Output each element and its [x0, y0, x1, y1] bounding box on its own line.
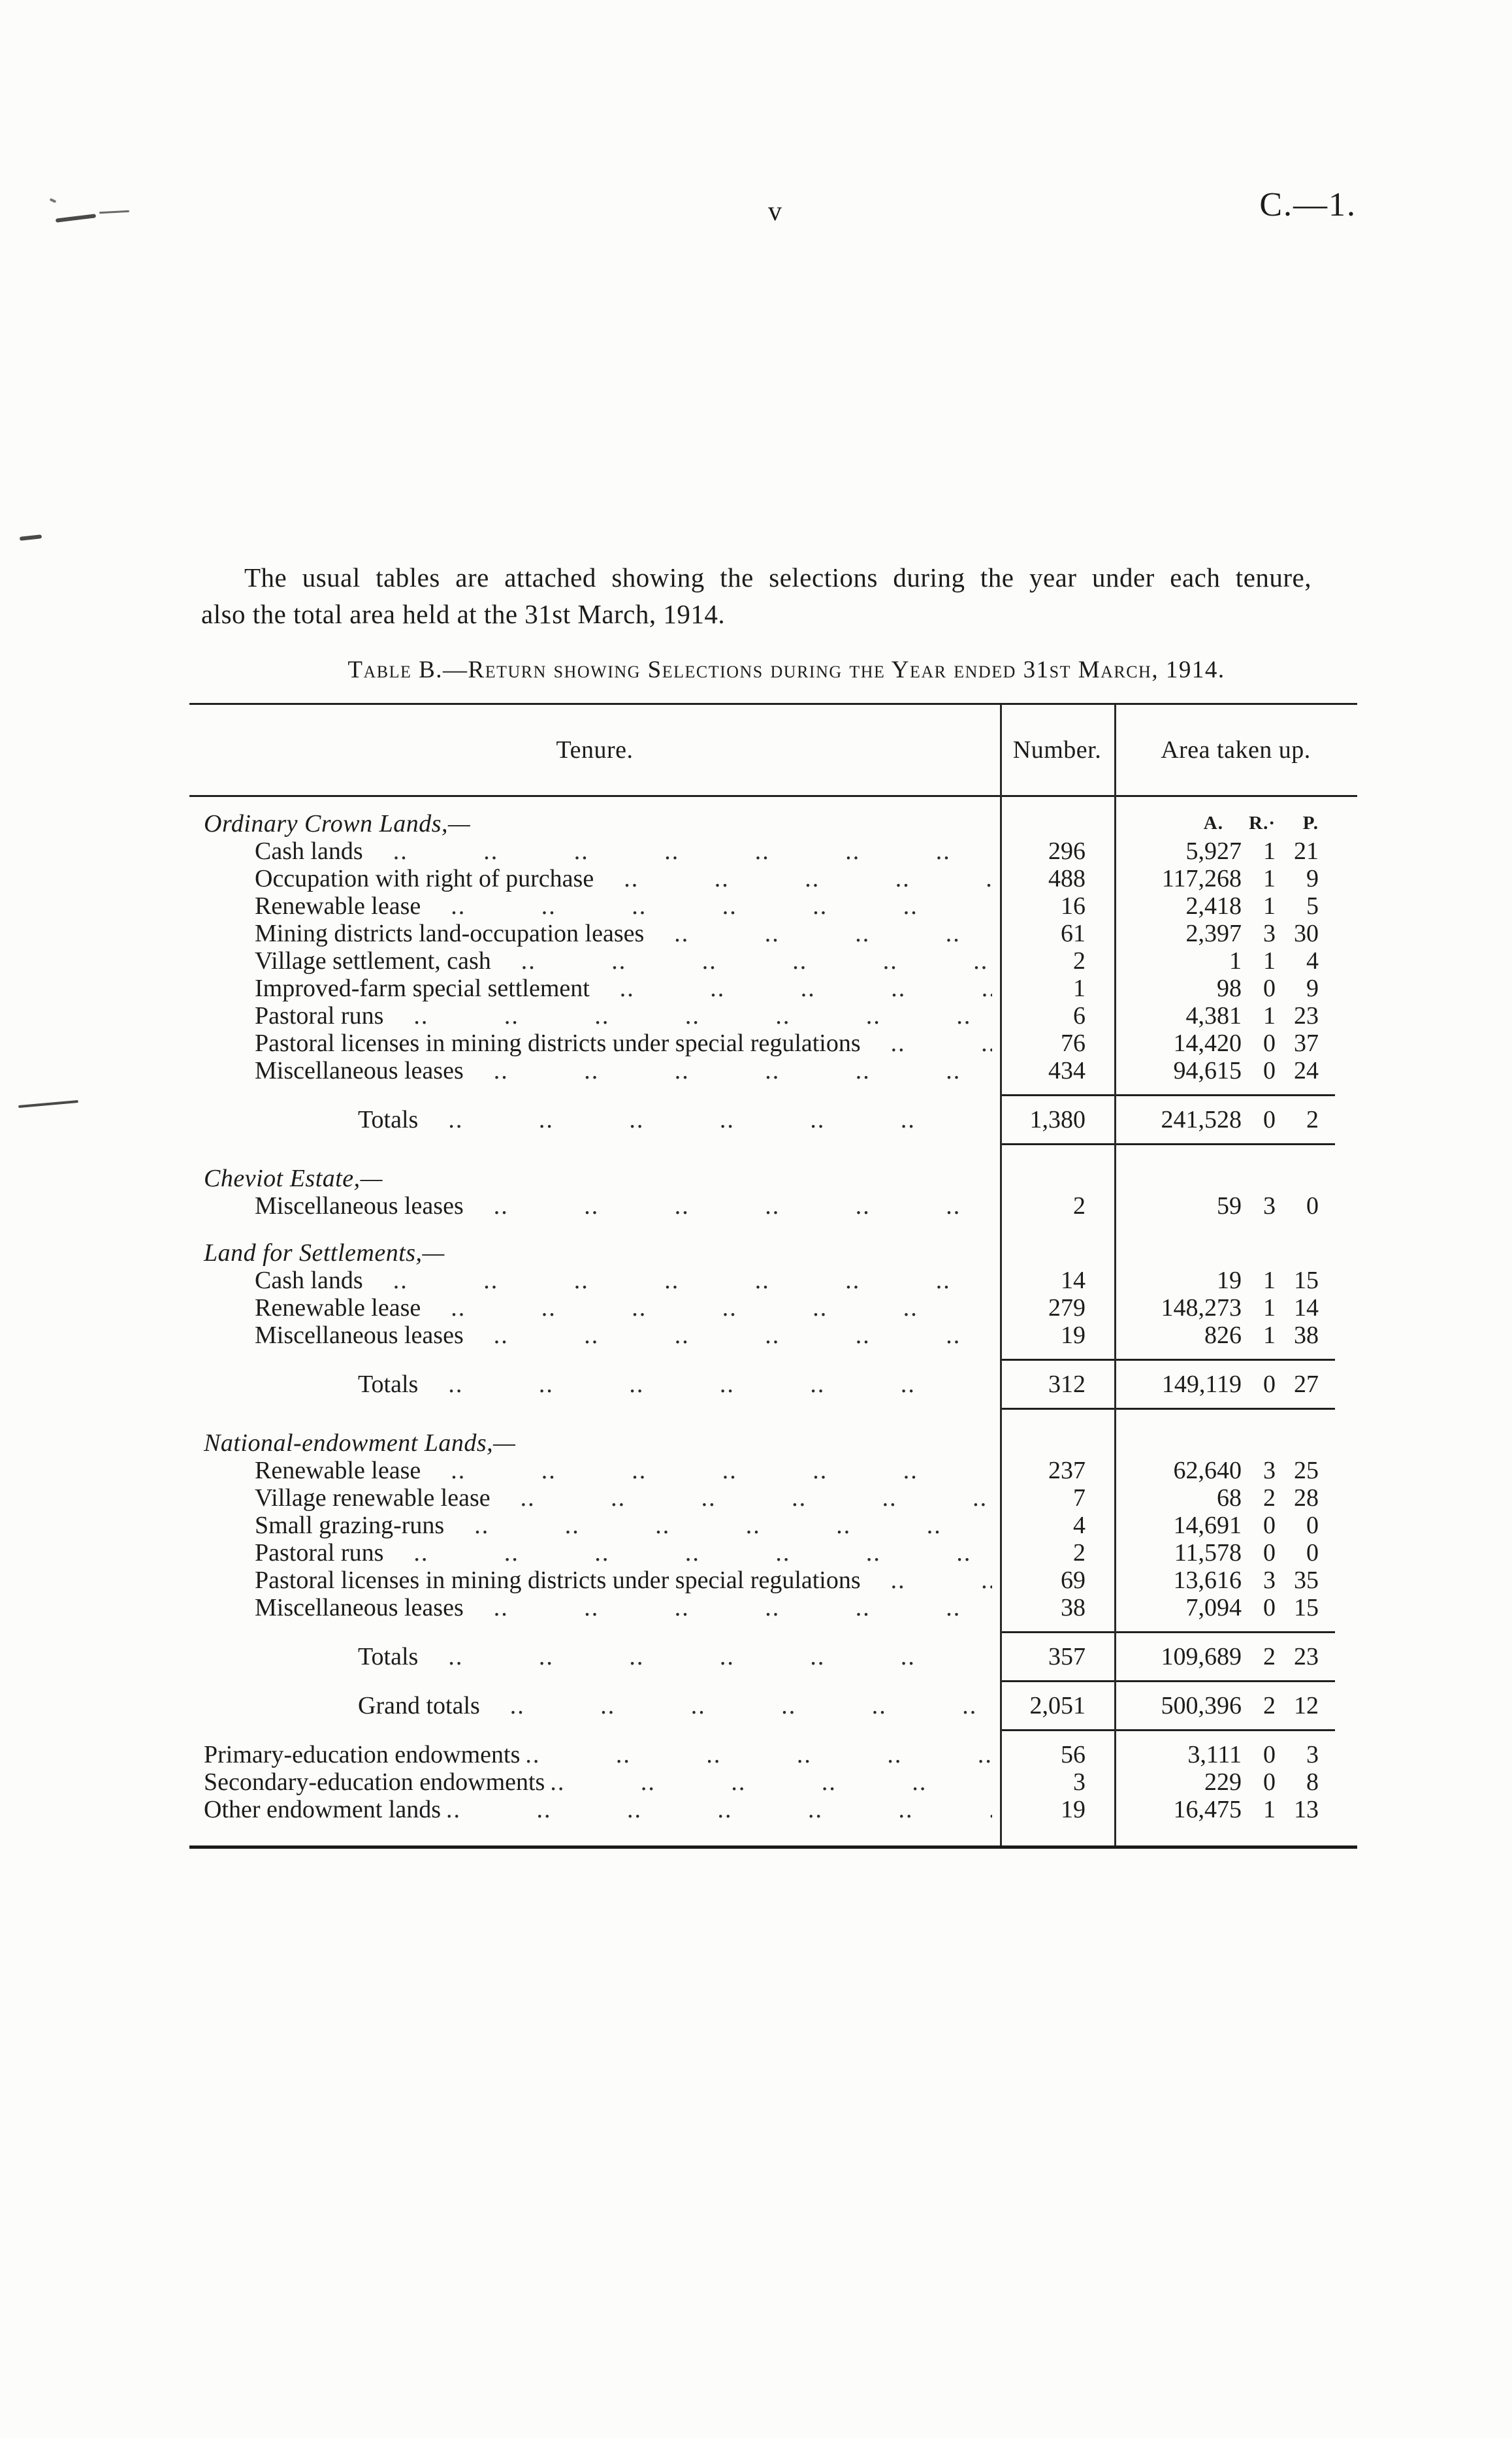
table-rule — [189, 1408, 1357, 1410]
scan-mark — [18, 1100, 78, 1108]
tenure-label: Pastoral runs — [255, 1002, 384, 1030]
dot-leader — [520, 1741, 992, 1768]
scan-smudge — [56, 214, 96, 223]
tenure-label: Village renewable lease — [255, 1484, 491, 1512]
dot-leader — [421, 1457, 992, 1484]
area-perches: 37 — [1294, 1030, 1319, 1057]
area-roods: 1 — [1263, 1294, 1276, 1322]
area-cell — [1114, 810, 1357, 837]
table-caption: Table B.—Return showing Selections during the Year ended 31st March, 1914. — [347, 657, 1225, 683]
area-cell — [1114, 1322, 1357, 1349]
area-perches: P. — [1302, 813, 1319, 834]
area-cell — [1114, 920, 1357, 947]
area-cell — [1114, 1165, 1357, 1192]
area-perches: 4 — [1306, 947, 1319, 975]
area-acres: 98 — [1217, 975, 1242, 1002]
dot-leader — [861, 1567, 992, 1594]
table-row — [189, 837, 1357, 865]
area-perches: 25 — [1294, 1457, 1319, 1484]
tenure-cell — [189, 1567, 1000, 1594]
area-acres: 109,689 — [1161, 1643, 1242, 1670]
table-rows — [189, 797, 1357, 1845]
area-acres: 117,268 — [1161, 865, 1242, 892]
selections-table — [189, 703, 1357, 1849]
tenure-cell — [189, 1692, 1000, 1719]
area-roods: 3 — [1263, 1192, 1276, 1220]
area-acres: 68 — [1217, 1484, 1242, 1512]
area-cell — [1114, 1594, 1357, 1621]
table-rule — [189, 1143, 1357, 1145]
area-acres: 1 — [1229, 947, 1242, 975]
number-value: 6 — [1073, 1002, 1086, 1030]
area-roods: 1 — [1263, 892, 1276, 920]
number-value: 488 — [1048, 865, 1086, 892]
tenure-label: Other endowment lands — [204, 1796, 442, 1823]
dot-leader — [861, 1030, 992, 1057]
tenure-cell — [189, 1192, 1000, 1220]
number-value: 7 — [1073, 1484, 1086, 1512]
number-value — [1000, 1239, 1114, 1267]
table-row — [189, 1002, 1357, 1030]
tenure-cell — [189, 865, 1000, 892]
area-acres: 4,381 — [1185, 1002, 1242, 1030]
tenure-label: Cash lands — [255, 837, 363, 865]
area-cell — [1114, 1539, 1357, 1567]
table-row — [189, 1165, 1357, 1192]
tenure-cell — [189, 1539, 1000, 1567]
tenure-cell — [189, 1484, 1000, 1512]
tenure-label: National-endowment Lands,— — [204, 1429, 516, 1457]
intro-line-2: also the total area held at the 31st March, 1914. — [201, 599, 726, 629]
area-cell — [1114, 1239, 1357, 1267]
area-perches: 35 — [1294, 1567, 1319, 1594]
table-row — [189, 1429, 1357, 1457]
tenure-label: Renewable lease — [255, 1294, 421, 1322]
area-acres: 14,420 — [1173, 1030, 1242, 1057]
area-perches: 5 — [1306, 892, 1319, 920]
table-row — [189, 1643, 1357, 1670]
tenure-cell — [189, 1294, 1000, 1322]
table-row — [189, 1267, 1357, 1294]
area-perches: 30 — [1294, 920, 1319, 947]
number-value: 38 — [1061, 1594, 1086, 1621]
area-roods: 0 — [1263, 1768, 1276, 1796]
number-value: 2 — [1073, 1539, 1086, 1567]
area-cell — [1114, 1002, 1357, 1030]
number-value: 296 — [1048, 837, 1086, 865]
tenure-label: Pastoral licenses in mining districts under special regulations — [255, 1567, 861, 1594]
number-value: 4 — [1073, 1512, 1086, 1539]
intro-line-1: The usual tables are attached showing the selections during the year under each tenure, — [244, 562, 1311, 593]
number-value: 312 — [1048, 1371, 1086, 1398]
area-acres: 500,396 — [1161, 1692, 1242, 1719]
table-rule — [189, 1631, 1357, 1633]
dot-leader — [464, 1192, 992, 1220]
number-value: 56 — [1061, 1741, 1086, 1768]
table-row — [189, 947, 1357, 975]
number-value: 14 — [1061, 1267, 1086, 1294]
tenure-cell — [189, 1030, 1000, 1057]
number-value — [1000, 810, 1114, 837]
table-rule — [189, 1094, 1357, 1096]
number-value: 76 — [1061, 1030, 1086, 1057]
dot-leader — [441, 1796, 992, 1823]
area-acres: 7,094 — [1185, 1594, 1242, 1621]
tenure-label: Pastoral licenses in mining districts under special regulations — [255, 1030, 861, 1057]
area-roods: 1 — [1263, 837, 1276, 865]
area-perches: 27 — [1294, 1371, 1319, 1398]
area-cell — [1114, 1106, 1357, 1133]
table-row — [189, 1692, 1357, 1719]
area-acres: 2,418 — [1185, 892, 1242, 920]
area-roods: 1 — [1263, 1267, 1276, 1294]
table-row — [189, 810, 1357, 837]
area-acres: 3,111 — [1187, 1741, 1242, 1768]
page-number: v — [768, 197, 782, 227]
area-perches: 8 — [1306, 1768, 1319, 1796]
scan-smudge — [99, 210, 129, 214]
table-row — [189, 1371, 1357, 1398]
table-row — [189, 1796, 1357, 1823]
area-acres: 148,273 — [1161, 1294, 1242, 1322]
tenure-label: Land for Settlements,— — [204, 1239, 445, 1267]
tenure-cell — [189, 1643, 1000, 1670]
area-acres: 11,578 — [1174, 1539, 1242, 1567]
tenure-cell — [189, 975, 1000, 1002]
area-acres: 149,119 — [1161, 1371, 1242, 1398]
area-cell — [1114, 1267, 1357, 1294]
area-roods: 0 — [1263, 1030, 1276, 1057]
tenure-label: Pastoral runs — [255, 1539, 384, 1567]
area-acres: 2,397 — [1185, 920, 1242, 947]
area-perches: 2 — [1306, 1106, 1319, 1133]
intro-paragraph — [201, 559, 1311, 632]
table-rule — [189, 1359, 1357, 1361]
number-value — [1000, 1165, 1114, 1192]
table-row — [189, 892, 1357, 920]
area-roods: R.· — [1249, 813, 1276, 834]
dot-leader — [418, 1371, 992, 1398]
tenure-label: Miscellaneous leases — [255, 1057, 464, 1084]
area-perches: 28 — [1294, 1484, 1319, 1512]
area-roods: 0 — [1263, 1371, 1276, 1398]
area-perches: 0 — [1306, 1512, 1319, 1539]
area-perches: 21 — [1294, 837, 1319, 865]
number-value: 69 — [1061, 1567, 1086, 1594]
area-roods: 1 — [1263, 1002, 1276, 1030]
tenure-label: Totals — [358, 1371, 419, 1398]
area-cell — [1114, 1768, 1357, 1796]
area-roods: 1 — [1263, 865, 1276, 892]
area-acres: 5,927 — [1185, 837, 1242, 865]
dot-leader — [491, 947, 992, 975]
tenure-label: Ordinary Crown Lands,— — [204, 810, 471, 837]
tenure-cell — [189, 920, 1000, 947]
area-roods: 3 — [1263, 920, 1276, 947]
area-roods: 2 — [1263, 1692, 1276, 1719]
tenure-label: Miscellaneous leases — [255, 1192, 464, 1220]
area-acres: 14,691 — [1173, 1512, 1242, 1539]
area-cell — [1114, 1512, 1357, 1539]
area-perches: 12 — [1294, 1692, 1319, 1719]
table-row — [189, 1768, 1357, 1796]
col-header-area: Area taken up. — [1161, 736, 1311, 764]
area-roods: 0 — [1263, 1594, 1276, 1621]
area-perches: 14 — [1294, 1294, 1319, 1322]
tenure-cell — [189, 1106, 1000, 1133]
tenure-label: Secondary-education endowments — [204, 1768, 545, 1796]
tenure-cell — [189, 892, 1000, 920]
tenure-label: Occupation with right of purchase — [255, 865, 594, 892]
area-roods: 3 — [1263, 1457, 1276, 1484]
number-value: 237 — [1048, 1457, 1086, 1484]
number-value: 2,051 — [1029, 1692, 1086, 1719]
area-roods: 1 — [1263, 1322, 1276, 1349]
table-row — [189, 1106, 1357, 1133]
dot-leader — [421, 1294, 992, 1322]
area-roods: 0 — [1263, 1512, 1276, 1539]
dot-leader — [363, 1267, 992, 1294]
number-value: 3 — [1073, 1768, 1086, 1796]
table-row — [189, 975, 1357, 1002]
tenure-label: Totals — [358, 1106, 419, 1133]
tenure-label: Primary-education endowments — [204, 1741, 521, 1768]
table-row — [189, 1594, 1357, 1621]
dot-leader — [383, 1539, 992, 1567]
area-perches: 15 — [1294, 1267, 1319, 1294]
tenure-label: Renewable lease — [255, 892, 421, 920]
area-perches: 13 — [1294, 1796, 1319, 1823]
tenure-cell — [189, 1239, 1000, 1267]
area-perches: 9 — [1306, 865, 1319, 892]
tenure-label: Grand totals — [358, 1692, 480, 1719]
doc-reference: C.—1. — [1259, 186, 1357, 223]
area-cell — [1114, 1692, 1357, 1719]
scan-mark — [20, 534, 42, 541]
table-row — [189, 1539, 1357, 1567]
area-cell — [1114, 865, 1357, 892]
tenure-label: Small grazing-runs — [255, 1512, 445, 1539]
area-cell — [1114, 1057, 1357, 1084]
area-perches: 9 — [1306, 975, 1319, 1002]
dot-leader — [464, 1057, 992, 1084]
table-row — [189, 1741, 1357, 1768]
number-value: 279 — [1048, 1294, 1086, 1322]
area-cell — [1114, 1192, 1357, 1220]
table-header-row — [189, 705, 1357, 797]
area-cell — [1114, 1030, 1357, 1057]
area-acres: 241,528 — [1161, 1106, 1242, 1133]
area-roods: 0 — [1263, 1057, 1276, 1084]
dot-leader — [363, 837, 992, 865]
table-row — [189, 1322, 1357, 1349]
tenure-label: Renewable lease — [255, 1457, 421, 1484]
number-value: 19 — [1061, 1796, 1086, 1823]
tenure-cell — [189, 837, 1000, 865]
area-acres: 16,475 — [1173, 1796, 1242, 1823]
area-roods: 0 — [1263, 1539, 1276, 1567]
dot-leader — [594, 865, 992, 892]
table-row — [189, 1057, 1357, 1084]
tenure-label: Improved-farm special settlement — [255, 975, 590, 1002]
tenure-label: Mining districts land-occupation leases — [255, 920, 645, 947]
area-cell — [1114, 1567, 1357, 1594]
table-rule — [189, 1680, 1357, 1682]
tenure-cell — [189, 1322, 1000, 1349]
area-cell — [1114, 1643, 1357, 1670]
area-cell — [1114, 1457, 1357, 1484]
table-row — [189, 1030, 1357, 1057]
tenure-cell — [189, 947, 1000, 975]
column-divider — [1000, 705, 1002, 1845]
tenure-cell — [189, 1267, 1000, 1294]
tenure-cell — [189, 1768, 1000, 1796]
area-roods: 1 — [1263, 1796, 1276, 1823]
tenure-cell — [189, 1371, 1000, 1398]
table-row — [189, 1484, 1357, 1512]
dot-leader — [464, 1594, 992, 1621]
tenure-cell — [189, 1429, 1000, 1457]
area-cell — [1114, 947, 1357, 975]
area-roods: 0 — [1263, 1741, 1276, 1768]
area-perches: 24 — [1294, 1057, 1319, 1084]
number-value: 1 — [1073, 975, 1086, 1002]
area-acres: 826 — [1204, 1322, 1242, 1349]
dot-leader — [418, 1643, 992, 1670]
tenure-label: Miscellaneous leases — [255, 1594, 464, 1621]
area-roods: 2 — [1263, 1484, 1276, 1512]
table-row — [189, 1457, 1357, 1484]
dot-leader — [383, 1002, 992, 1030]
number-value: 16 — [1061, 892, 1086, 920]
table-row — [189, 1567, 1357, 1594]
area-acres: 229 — [1204, 1768, 1242, 1796]
table-row — [189, 1512, 1357, 1539]
area-perches: 0 — [1306, 1192, 1319, 1220]
area-cell — [1114, 1429, 1357, 1457]
dot-leader — [444, 1512, 992, 1539]
area-roods: 2 — [1263, 1643, 1276, 1670]
tenure-cell — [189, 1741, 1000, 1768]
tenure-cell — [189, 1165, 1000, 1192]
area-cell — [1114, 1371, 1357, 1398]
number-value: 2 — [1073, 947, 1086, 975]
dot-leader — [491, 1484, 992, 1512]
dot-leader — [418, 1106, 992, 1133]
area-roods: 3 — [1263, 1567, 1276, 1594]
col-header-number: Number. — [1012, 736, 1102, 764]
dot-leader — [421, 892, 992, 920]
tenure-label: Cheviot Estate,— — [204, 1165, 383, 1192]
area-perches: 23 — [1294, 1643, 1319, 1670]
table-row — [189, 1239, 1357, 1267]
area-roods: 1 — [1263, 947, 1276, 975]
area-cell — [1114, 975, 1357, 1002]
tenure-cell — [189, 1796, 1000, 1823]
area-perches: 3 — [1306, 1741, 1319, 1768]
area-cell — [1114, 1796, 1357, 1823]
number-value: 19 — [1061, 1322, 1086, 1349]
number-value: 1,380 — [1029, 1106, 1086, 1133]
tenure-cell — [189, 1057, 1000, 1084]
number-value: 357 — [1048, 1643, 1086, 1670]
tenure-label: Village settlement, cash — [255, 947, 491, 975]
area-acres: 62,640 — [1173, 1457, 1242, 1484]
tenure-label: Totals — [358, 1643, 419, 1670]
scan-smudge — [50, 198, 57, 203]
area-perches: 38 — [1294, 1322, 1319, 1349]
area-cell — [1114, 1294, 1357, 1322]
dot-leader — [464, 1322, 992, 1349]
area-perches: 15 — [1294, 1594, 1319, 1621]
area-acres: 13,616 — [1173, 1567, 1242, 1594]
tenure-cell — [189, 1512, 1000, 1539]
number-value: 434 — [1048, 1057, 1086, 1084]
area-roods: 0 — [1263, 1106, 1276, 1133]
number-value: 61 — [1061, 920, 1086, 947]
area-acres: 19 — [1217, 1267, 1242, 1294]
tenure-cell — [189, 1457, 1000, 1484]
tenure-cell — [189, 810, 1000, 837]
dot-leader — [590, 975, 992, 1002]
tenure-label: Miscellaneous leases — [255, 1322, 464, 1349]
tenure-cell — [189, 1594, 1000, 1621]
area-cell — [1114, 1741, 1357, 1768]
tenure-label: Cash lands — [255, 1267, 363, 1294]
area-perches: 0 — [1306, 1539, 1319, 1567]
area-cell — [1114, 892, 1357, 920]
dot-leader — [545, 1768, 992, 1796]
table-row — [189, 920, 1357, 947]
area-roods: 0 — [1263, 975, 1276, 1002]
table-row — [189, 865, 1357, 892]
area-perches: 23 — [1294, 1002, 1319, 1030]
column-divider — [1114, 705, 1116, 1845]
number-value — [1000, 1429, 1114, 1457]
table-rule — [189, 1729, 1357, 1731]
area-cell — [1114, 1484, 1357, 1512]
number-value: 2 — [1073, 1192, 1086, 1220]
dot-leader — [480, 1692, 992, 1719]
col-header-tenure: Tenure. — [556, 736, 634, 764]
table-row — [189, 1294, 1357, 1322]
dot-leader — [644, 920, 992, 947]
area-acres: A. — [1203, 813, 1223, 834]
area-acres: 94,615 — [1173, 1057, 1242, 1084]
table-row — [189, 1192, 1357, 1220]
area-cell — [1114, 837, 1357, 865]
tenure-cell — [189, 1002, 1000, 1030]
area-acres: 59 — [1217, 1192, 1242, 1220]
